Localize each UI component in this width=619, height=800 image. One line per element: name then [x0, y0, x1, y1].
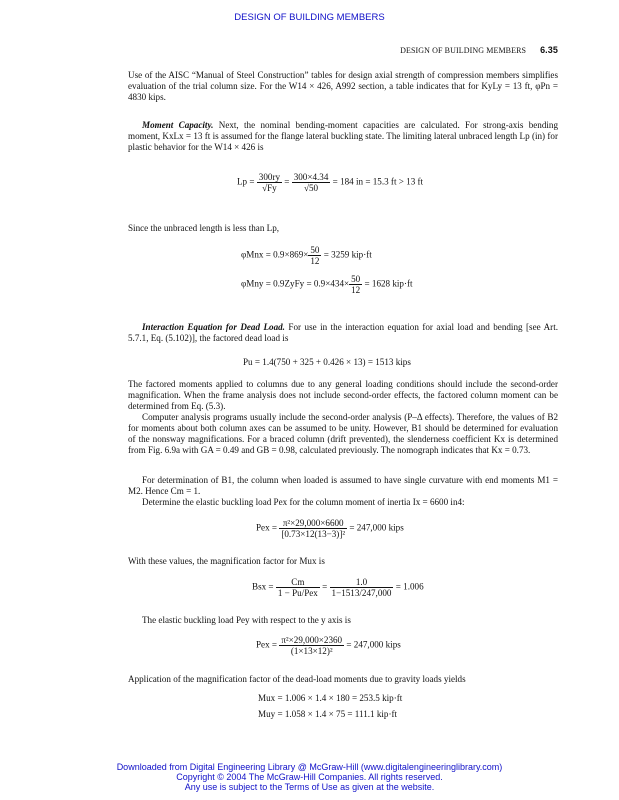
eq-lp-num2: 300×4.34	[293, 172, 329, 182]
paragraph-factored-moments: The factored moments applied to columns due to any general loading conditions should include the second-order magnification. When the frame analysis does not include second-order effects, the factored column moment can be determined from Eq. (5.3).	[128, 379, 558, 411]
eq-bsx-den1: 1 − Pu/Pex	[277, 588, 318, 598]
paragraph-intro: Use of the AISC “Manual of Steel Construction” tables for design axial strength of compression members simplifies evaluation of the trial column size. For the W14 × 426, A992 section, a table indicates that for KyLy = 13 ft, φPn = 4830 kips.	[128, 70, 558, 102]
eq-lp-den2: √50	[304, 183, 319, 193]
footer-line-1[interactable]: Downloaded from Digital Engineering Library @ McGraw-Hill (www.digitalengineeringlibrary.com)	[116, 762, 503, 772]
eq-bsx-num2: 1.0	[330, 577, 394, 588]
paragraph-moment-capacity-text: Next, the nominal bending-moment capacities are calculated. For strong-axis bending moment, KxLx = 13 ft is assumed for the flange lateral buckling state. The limiting lateral unbraced length Lp (in) for plastic behavior for the W14 × 426 is	[128, 120, 559, 152]
equation-pex	[256, 518, 404, 539]
running-header	[400, 45, 558, 55]
equation-lp: Lp = $\frac{300ry}{√Fy}$ = $\frac{300\times 4.34}{√50}$ = 184 in = 15.3 ft > 13 ft	[237, 172, 424, 193]
eq-mny-den: 12	[351, 285, 361, 295]
heading-interaction: Interaction Equation for Dead Load.	[142, 322, 285, 332]
eq-mny-lhs: φMny = 0.9ZyFy = 0.9×434×	[241, 278, 350, 289]
equation-mnx	[241, 245, 372, 266]
eq-mnx-den: 12	[310, 256, 320, 266]
eq-pex-num: π²×29,000×6600	[279, 518, 347, 529]
eq-mnx-frac	[308, 245, 321, 266]
eq-lp-frac1	[257, 172, 282, 193]
eq-bsx-rhs: = 1.006	[395, 581, 424, 592]
eq-mnx-num: 50	[310, 245, 320, 255]
paragraph-interaction-text: For use in the interaction equation for axial load and bending [see Art. 5.7.1, Eq. (5.102)], the factored dead load is	[128, 322, 559, 343]
equation-pu: Pu = 1.4(750 + 325 + 0.426 × 13) = 1513 kips	[243, 357, 411, 367]
eq-pey-rhs: = 247,000 kips	[346, 639, 401, 650]
footer	[0, 762, 619, 792]
eq-lp-den1: √Fy	[262, 183, 277, 193]
eq-pey-frac	[279, 635, 344, 656]
paragraph-elastic-buckling: Determine the elastic buckling load Pex for the column moment of inertia Ix = 6600 in4:	[142, 497, 465, 507]
eq-mny-frac	[349, 274, 362, 295]
eq-pey-den: (1×13×12)²	[290, 646, 333, 656]
paragraph-application: Application of the magnification factor of the dead-load moments due to gravity loads yields	[128, 674, 466, 684]
paragraph-unbraced: Since the unbraced length is less than Lp,	[128, 223, 280, 233]
paragraph-b1: For determination of B1, the column when loaded is assumed to have single curvature with end moments M1 = M2. Hence Cm = 1.	[128, 475, 558, 496]
eq-pex-rhs: = 247,000 kips	[349, 522, 404, 533]
eq-bsx-frac1	[276, 577, 320, 598]
eq-lp-rhs: = 184 in = 15.3 ft > 13 ft	[332, 176, 424, 187]
eq-lp-num1: 300ry	[258, 172, 281, 182]
running-title: DESIGN OF BUILDING MEMBERS	[400, 46, 527, 55]
eq-mnx-lhs: φMnx = 0.9×869×	[241, 249, 309, 260]
eq-pex-frac	[279, 518, 347, 539]
footer-line-2: Copyright © 2004 The McGraw-Hill Companies. All rights reserved.	[176, 772, 443, 782]
eq-bsx-lhs: Bsx =	[252, 581, 274, 592]
paragraph-magnification: With these values, the magnification factor for Mux is	[128, 556, 325, 566]
paragraph-pey: The elastic buckling load Pey with respect to the y axis is	[142, 615, 351, 625]
eq-bsx-den2: 1−1513/247,000	[331, 588, 392, 598]
footer-line-3: Any use is subject to the Terms of Use as given at the website.	[184, 782, 435, 792]
eq-pey-num: π²×29,000×2360	[281, 635, 343, 645]
eq-mnx-rhs: = 3259 kip·ft	[323, 249, 372, 260]
page-number: 6.35	[540, 45, 558, 55]
top-banner: DESIGN OF BUILDING MEMBERS	[234, 12, 385, 23]
eq-lp-lhs: Lp =	[237, 176, 255, 187]
eq-mny-num: 50	[351, 274, 361, 284]
paragraph-interaction	[128, 322, 558, 344]
equation-bsx: Bsx = $\frac{Cm}{\text{1 − Pu/Pex}}$ = $\frac{1.0}{1-1513/247,000}$ = 1.006	[252, 577, 424, 598]
eq-bsx-num1: Cm	[276, 577, 320, 588]
eq-pex-den: [0.73×12(13−3)]²	[281, 529, 346, 539]
eq-mny-rhs: = 1628 kip·ft	[364, 278, 413, 289]
eq-pex-lhs: Pex =	[256, 522, 278, 533]
equation-mny	[241, 274, 413, 295]
paragraph-moment-capacity	[128, 120, 558, 153]
equation-muy: Muy = 1.058 × 1.4 × 75 = 111.1 kip·ft	[258, 709, 398, 719]
equation-pey	[256, 635, 401, 656]
eq-bsx-frac2	[330, 577, 394, 598]
heading-moment-capacity: Moment Capacity.	[142, 120, 214, 130]
paragraph-computer-analysis: Computer analysis programs usually include the second-order analysis (P–Δ effects). Therefore, the values of B2 for moments about both column axes can be assumed to be unity. However, B1 should be determined for evaluation of the nonsway magnifications. For a braced column (drift prevented), the slenderness coefficient Kx is determined from Fig. 6.9a with GA = 0.49 and GB = 0.98, calculated previously. The nomograph indicates that Kx = 0.73.	[128, 412, 558, 455]
equation-mux: Mux = 1.006 × 1.4 × 180 = 253.5 kip·ft	[258, 693, 403, 703]
eq-lp-frac2	[292, 172, 331, 193]
eq-pey-lhs: Pex =	[256, 639, 278, 650]
